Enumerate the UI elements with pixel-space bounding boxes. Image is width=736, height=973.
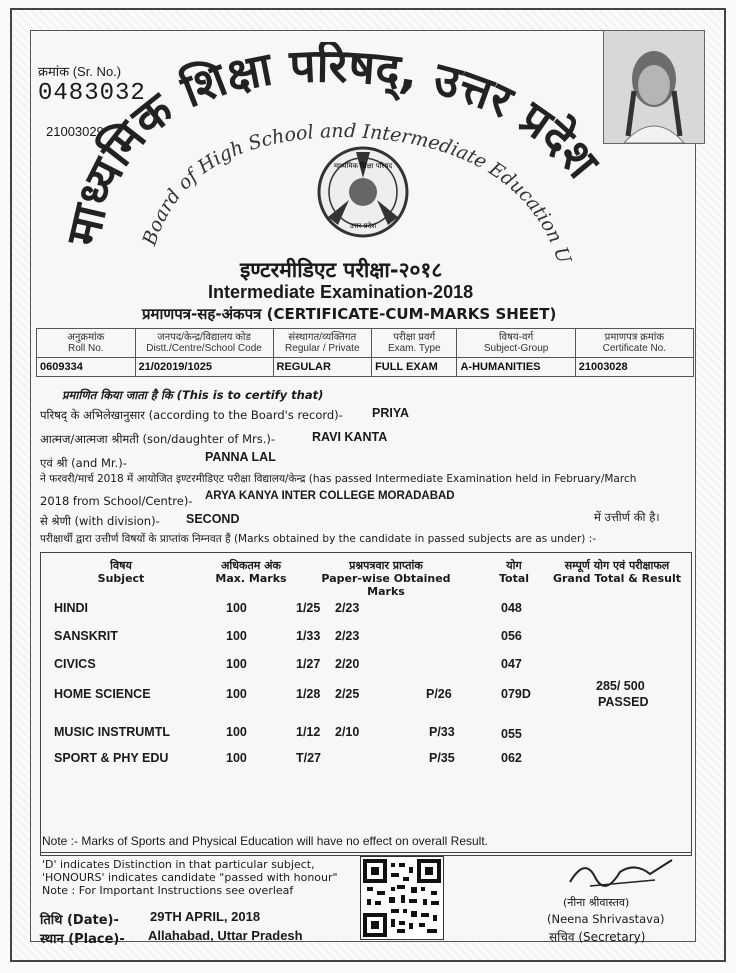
table-row-max: 100 <box>226 657 247 671</box>
instructions-note: Note : For Important Instructions see overleaf <box>42 884 294 897</box>
school-label: 2018 from School/Centre)- <box>40 494 193 508</box>
place-label: स्थान (Place)- <box>40 932 125 947</box>
table-row-paper1: 1/33 <box>296 629 321 643</box>
table-row-total: 048 <box>501 601 522 615</box>
certify-intro: प्रमाणित किया जाता है कि (This is to certify that) <box>62 388 324 402</box>
signatory-name-hindi: (नीना श्रीवास्तव) <box>563 896 630 909</box>
exam-title-english: Intermediate Examination-2018 <box>208 282 474 302</box>
date-label: तिथि (Date)- <box>40 913 119 928</box>
board-title-english: Board of High School and Intermediate Education U <box>138 119 575 262</box>
qr-code <box>360 856 444 940</box>
exam-title-hindi: इण्टरमीडिएट परीक्षा-२०१८ <box>240 258 443 282</box>
header-exam-type: परीक्षा प्रवर्ग Exam. Type <box>372 329 457 358</box>
table-row-max: 100 <box>226 725 247 739</box>
marks-table <box>40 552 692 856</box>
info-table-values <box>37 358 694 377</box>
col-paper-header: प्रश्नपत्रवार प्राप्तांक Paper-wise Obtained Marks <box>321 559 451 598</box>
emblem-top-text: माध्यमिक शिक्षा परिषद <box>333 162 393 170</box>
issue-date: 29TH APRIL, 2018 <box>150 909 261 924</box>
mother-name: RAVI KANTA <box>312 430 388 444</box>
header-school-code: जनपद/केन्द्र/विद्यालय कोड Distt./Centre/School Code <box>135 329 273 358</box>
table-row-paper1: T/27 <box>296 751 322 765</box>
col-max-header: अधिकतम अंक Max. Marks <box>215 559 287 585</box>
table-row-practical: P/26 <box>426 687 452 701</box>
table-row-practical: P/35 <box>429 751 455 765</box>
school-code-value: 21/02019/1025 <box>135 358 273 377</box>
board-title <box>56 42 616 262</box>
division-label: से श्रेणी (with division)- <box>40 514 160 528</box>
table-row-total: 047 <box>501 657 522 671</box>
col-subject-header: विषय Subject <box>97 559 145 585</box>
father-label: एवं श्री (and Mr.)- <box>40 456 127 470</box>
table-row-total: 062 <box>501 751 522 765</box>
emblem-bottom-text: उत्तर प्रदेश <box>349 222 377 230</box>
record-label: परिषद् के अभिलेखानुसार (according to the Board's record)- <box>40 408 343 422</box>
table-row-paper1: 1/25 <box>296 601 321 615</box>
regular-private-value: REGULAR <box>273 358 372 377</box>
table-row-max: 100 <box>226 629 247 643</box>
table-row-max: 100 <box>226 687 247 701</box>
passed-line: ने फरवरी/मार्च 2018 में आयोजित इण्टरमीडिएट परीक्षा विद्यालय/केन्द्र (has passed Intermediate Examination held in February/March <box>40 473 637 485</box>
table-row-paper1: 1/12 <box>296 725 321 739</box>
header-certificate-no: प्रमाणपत्र क्रमांक Certificate No. <box>575 329 693 358</box>
board-emblem <box>319 148 407 236</box>
serial-label: क्रमांक (Sr. No.) <box>38 64 122 79</box>
board-title-hindi: माध्यमिक शिक्षा परिषद्, उत्तर प्रदेश <box>56 42 610 251</box>
signatory-designation: सचिव (Secretary) <box>549 930 646 944</box>
table-row-paper1: 1/28 <box>296 687 321 701</box>
result-status: PASSED <box>598 695 649 709</box>
table-row-paper2: 2/25 <box>335 687 360 701</box>
table-row-subject: MUSIC INSTRUMTL <box>54 725 170 739</box>
honours-legend: 'HONOURS' indicates candidate "passed with honour" <box>42 871 338 884</box>
table-row-total: 055 <box>501 727 522 741</box>
subject-group-value: A-HUMANITIES <box>457 358 575 377</box>
candidate-info-table <box>36 328 694 377</box>
candidate-name: PRIYA <box>372 406 410 420</box>
table-row-max: 100 <box>226 601 247 615</box>
division-value: SECOND <box>186 512 240 526</box>
table-row-paper2: 2/10 <box>335 725 360 739</box>
secretary-signature <box>560 852 680 897</box>
issue-place: Allahabad, Uttar Pradesh <box>148 928 303 943</box>
table-row-paper1: 1/27 <box>296 657 321 671</box>
header-subject-group: विषय-वर्ग Subject-Group <box>457 329 575 358</box>
table-row-paper2: 2/20 <box>335 657 360 671</box>
table-row-subject: SANSKRIT <box>54 629 118 643</box>
col-grand-header: सम्पूर्ण योग एवं परीक्षाफल Grand Total & Result <box>552 559 682 585</box>
table-row-total: 056 <box>501 629 522 643</box>
table-row-subject: SPORT & PHY EDU <box>54 751 169 765</box>
table-row-max: 100 <box>226 751 247 765</box>
roll-no-value: 0609334 <box>37 358 136 377</box>
serial-code: 21003029 <box>46 124 104 139</box>
table-row-subject: CIVICS <box>54 657 96 671</box>
candidate-photo <box>603 30 705 144</box>
marks-intro: परीक्षार्थी द्वारा उत्तीर्ण विषयों के प्राप्तांक निम्नवत हैं (Marks obtained by the candidate in passed subjects are as under) :- <box>40 533 597 545</box>
header-regular-private: संस्थागत/व्यक्तिगत Regular / Private <box>273 329 372 358</box>
info-table-header <box>37 329 694 358</box>
signatory-name-english: (Neena Shrivastava) <box>547 912 665 926</box>
table-row-subject: HINDI <box>54 601 89 615</box>
school-name: ARYA KANYA INTER COLLEGE MORADABAD <box>205 490 455 502</box>
table-row-paper2: 2/23 <box>335 629 360 643</box>
serial-number: 0483032 <box>38 80 146 107</box>
table-row-practical: P/33 <box>429 725 455 739</box>
header-roll-no: अनुक्रमांक Roll No. <box>37 329 136 358</box>
col-total-header: योग Total <box>498 559 530 585</box>
sports-note: Note :- Marks of Sports and Physical Education will have no effect on overall Result. <box>42 834 488 848</box>
father-name: PANNA LAL <box>205 450 276 464</box>
grand-total: 285/ 500 <box>596 679 645 693</box>
mother-label: आत्मज/आत्मजा श्रीमती (son/daughter of Mrs.)- <box>40 432 276 446</box>
certificate-title: प्रमाणपत्र-सह-अंकपत्र (CERTIFICATE-CUM-MARKS SHEET) <box>142 305 557 323</box>
distinction-legend: 'D' indicates Distinction in that particular subject, <box>42 858 315 871</box>
certificate-no-value: 21003028 <box>575 358 693 377</box>
division-suffix: में उत्तीर्ण की है। <box>594 510 660 524</box>
table-row-subject: HOME SCIENCE <box>54 687 151 701</box>
exam-type-value: FULL EXAM <box>372 358 457 377</box>
table-row-total: 079D <box>501 687 531 701</box>
table-row-paper2: 2/23 <box>335 601 360 615</box>
